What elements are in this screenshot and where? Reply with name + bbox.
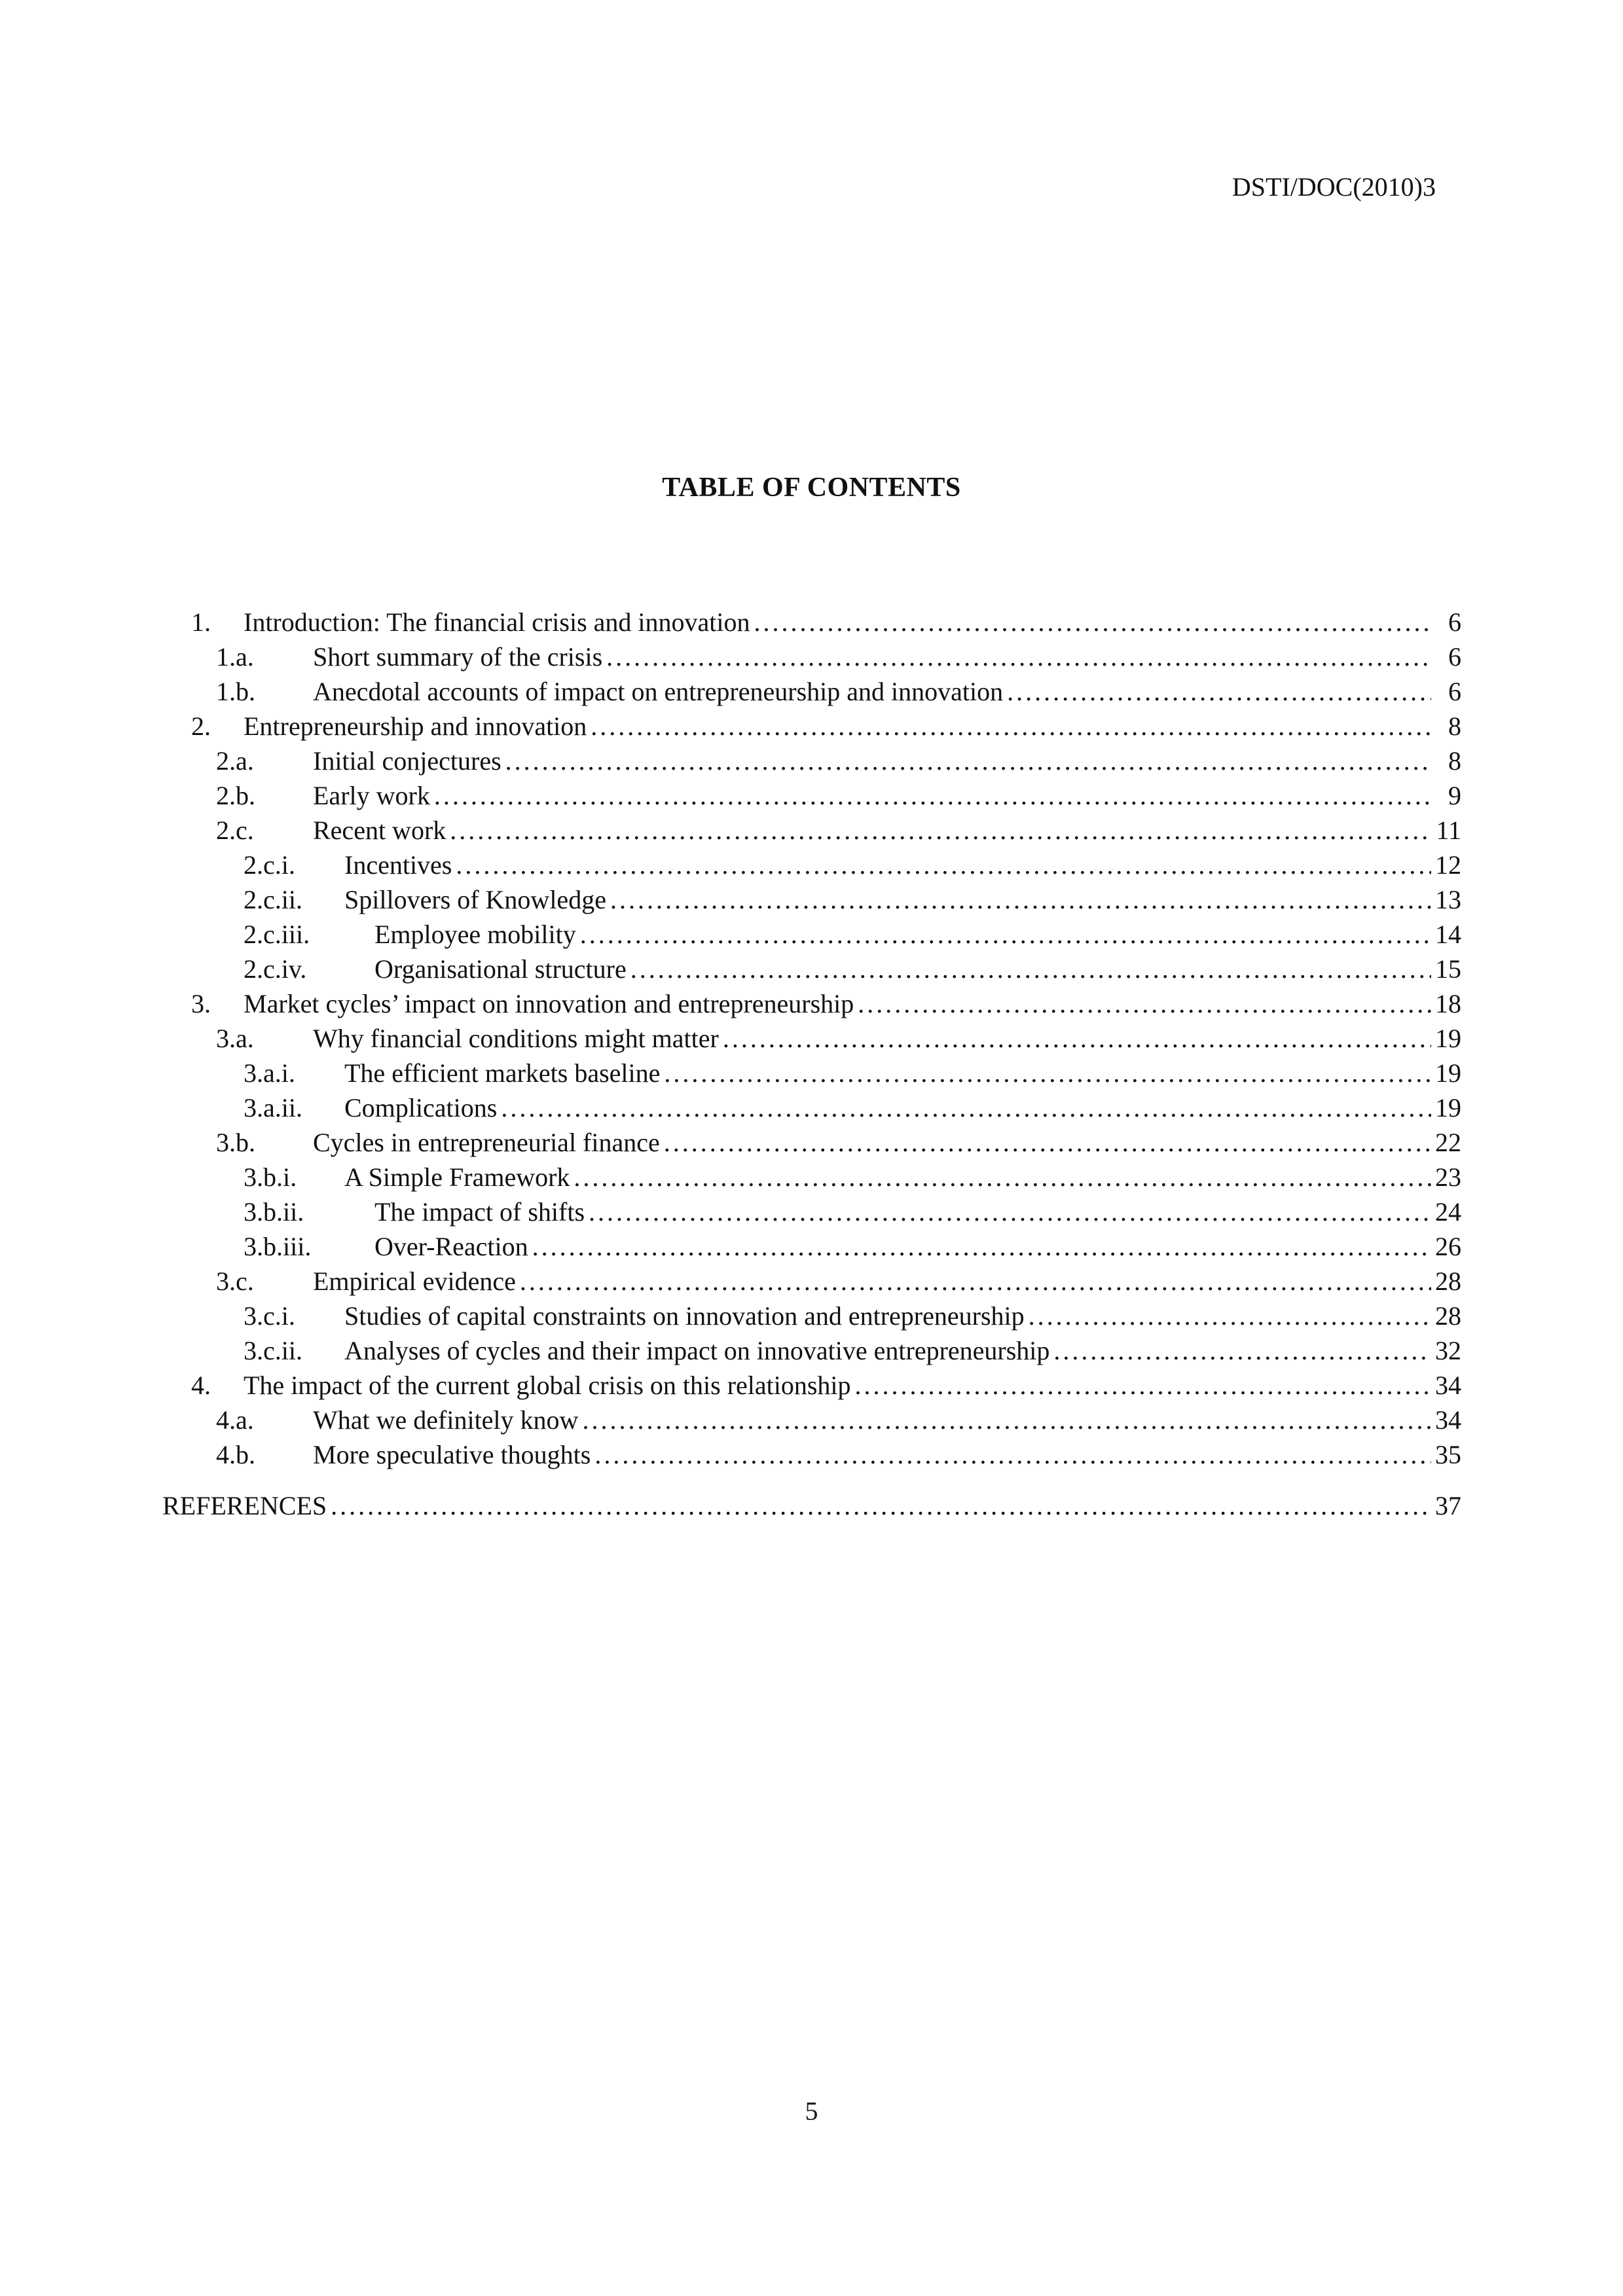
toc-entry-page: 19 — [1435, 1093, 1461, 1122]
toc-entry-title: The efficient markets baseline — [344, 1058, 661, 1088]
toc-entry-page: 23 — [1435, 1162, 1461, 1192]
toc-entry-page: 34 — [1435, 1405, 1461, 1435]
toc-entry[interactable] — [0, 778, 1623, 813]
dot-leader — [594, 1437, 1431, 1472]
toc-entry-title: Spillovers of Knowledge — [344, 885, 606, 914]
toc-entry-number: 2.c.ii. — [244, 885, 302, 914]
toc-entry-number: 3.b.ii. — [244, 1197, 304, 1227]
dot-leader — [532, 1229, 1431, 1264]
dot-leader — [505, 744, 1431, 778]
toc-entry[interactable] — [0, 1021, 1623, 1056]
toc-entry-page: 18 — [1435, 989, 1461, 1018]
toc-entry-page: 6 — [1448, 642, 1461, 672]
toc-entry-page: 11 — [1436, 816, 1461, 845]
toc-entry-title: Introduction: The financial crisis and innovation — [244, 607, 750, 637]
document-code: DSTI/DOC(2010)3 — [1231, 172, 1436, 202]
dot-leader — [520, 1264, 1431, 1299]
toc-entry-title: REFERENCES — [162, 1491, 327, 1520]
toc-entry[interactable] — [0, 1333, 1623, 1368]
dot-leader — [855, 1368, 1431, 1403]
dot-leader — [723, 1021, 1431, 1056]
toc-entry[interactable] — [0, 1229, 1623, 1264]
toc-entry-title: Empirical evidence — [313, 1266, 516, 1296]
toc-entry-title: What we definitely know — [313, 1405, 579, 1435]
toc-entry[interactable] — [0, 986, 1623, 1021]
toc-entry[interactable] — [0, 1299, 1623, 1333]
toc-entry-title: Initial conjectures — [313, 746, 501, 776]
toc-entry-page: 8 — [1448, 711, 1461, 741]
toc-entry-title: Why financial conditions might matter — [313, 1024, 719, 1053]
toc-entry[interactable] — [0, 1194, 1623, 1229]
dot-leader — [589, 1194, 1431, 1229]
toc-heading: TABLE OF CONTENTS — [662, 473, 961, 503]
toc-entry-number: 3.a.i. — [244, 1058, 295, 1088]
toc-entry-number: 2.c.iii. — [244, 920, 310, 949]
dot-leader — [610, 882, 1431, 917]
toc-entry-title: Incentives — [344, 850, 452, 880]
toc-entry[interactable] — [0, 1056, 1623, 1090]
dot-leader — [1007, 674, 1431, 709]
toc-entry[interactable] — [0, 1403, 1623, 1437]
toc-entry-title: Analyses of cycles and their impact on innovative entrepreneurship — [344, 1336, 1050, 1365]
toc-entry-number: 3.a.ii. — [244, 1093, 302, 1122]
toc-entry-number: 4. — [191, 1371, 211, 1400]
toc-entry-title: Anecdotal accounts of impact on entrepreneurship and innovation — [313, 677, 1004, 706]
toc-entry-page: 32 — [1435, 1336, 1461, 1365]
toc-entry-page: 8 — [1448, 746, 1461, 776]
toc-entry[interactable] — [0, 674, 1623, 709]
toc-entry-page: 14 — [1435, 920, 1461, 949]
dot-leader — [1053, 1333, 1431, 1368]
toc-entry-page: 34 — [1435, 1371, 1461, 1400]
toc-entry-title: Early work — [313, 781, 430, 810]
toc-entry-page: 19 — [1435, 1058, 1461, 1088]
dot-leader — [664, 1125, 1431, 1160]
dot-leader — [434, 778, 1431, 813]
toc-entry-number: 1.b. — [216, 677, 255, 706]
toc-entry-page: 35 — [1435, 1440, 1461, 1469]
toc-entry[interactable] — [0, 744, 1623, 778]
toc-entry[interactable] — [0, 1437, 1623, 1472]
toc-entry-title: Organisational structure — [374, 954, 627, 984]
toc-entry-title: Short summary of the crisis — [313, 642, 603, 672]
toc-entry-page: 28 — [1435, 1301, 1461, 1331]
toc-entry-title: A Simple Framework — [344, 1162, 570, 1192]
toc-entry-title: Employee mobility — [374, 920, 576, 949]
toc-entry-title: Studies of capital constraints on innovation and entrepreneurship — [344, 1301, 1025, 1331]
toc-entry-page: 22 — [1435, 1128, 1461, 1157]
dot-leader — [501, 1090, 1431, 1125]
toc-entry-page: 6 — [1448, 677, 1461, 706]
dot-leader — [456, 848, 1431, 882]
dot-leader — [450, 813, 1431, 848]
page-number: 5 — [805, 2096, 818, 2126]
toc-entry-title: The impact of the current global crisis on this relationship — [244, 1371, 851, 1400]
toc-entry-page: 9 — [1448, 781, 1461, 810]
toc-entry-number: 1.a. — [216, 642, 254, 672]
toc-entry[interactable] — [0, 1090, 1623, 1125]
toc-entry-page: 15 — [1435, 954, 1461, 984]
toc-entry-title: Cycles in entrepreneurial finance — [313, 1128, 660, 1157]
toc-entry-number: 2.a. — [216, 746, 254, 776]
toc-entry-number: 3.c. — [216, 1266, 254, 1296]
toc-entry[interactable] — [0, 709, 1623, 744]
toc-entry-page: 12 — [1435, 850, 1461, 880]
toc-entry-number: 3.a. — [216, 1024, 254, 1053]
toc-entry-title: Recent work — [313, 816, 447, 845]
toc-entry-title: Over-Reaction — [374, 1232, 528, 1261]
toc-entry-number: 2.b. — [216, 781, 255, 810]
toc-entry-number: 1. — [191, 607, 211, 637]
toc-entry-page: 6 — [1448, 607, 1461, 637]
toc-entry-number: 3.b. — [216, 1128, 255, 1157]
dot-leader — [580, 917, 1431, 952]
toc-entry[interactable] — [0, 813, 1623, 848]
toc-entry-number: 2.c. — [216, 816, 254, 845]
toc-entry-page: 37 — [1435, 1491, 1461, 1520]
toc-entry-number: 2. — [191, 711, 211, 741]
toc-entry-title: Complications — [344, 1093, 498, 1122]
toc-entry-title: More speculative thoughts — [313, 1440, 591, 1469]
toc-entry[interactable] — [0, 1368, 1623, 1403]
toc-entry-references[interactable] — [0, 1488, 1623, 1523]
toc-entry[interactable] — [0, 1125, 1623, 1160]
dot-leader — [754, 605, 1431, 639]
toc-entry-page: 28 — [1435, 1266, 1461, 1296]
toc-entry-page: 24 — [1435, 1197, 1461, 1227]
toc-entry-number: 3.b.i. — [244, 1162, 297, 1192]
dot-leader — [591, 709, 1431, 744]
toc-entry-number: 3.b.iii. — [244, 1232, 312, 1261]
toc-entry[interactable] — [0, 1264, 1623, 1299]
toc-entry-number: 4.b. — [216, 1440, 255, 1469]
dot-leader — [858, 986, 1431, 1021]
toc-entry-number: 4.a. — [216, 1405, 254, 1435]
toc-entry-page: 26 — [1435, 1232, 1461, 1261]
toc-entry-number: 3.c.i. — [244, 1301, 295, 1331]
toc-entry-number: 3.c.ii. — [244, 1336, 302, 1365]
toc-entry-page: 13 — [1435, 885, 1461, 914]
toc-entry[interactable] — [0, 917, 1623, 952]
dot-leader — [630, 952, 1431, 986]
toc-entry[interactable] — [0, 1160, 1623, 1194]
dot-leader — [331, 1488, 1431, 1523]
dot-leader — [1029, 1299, 1431, 1333]
dot-leader — [664, 1056, 1431, 1090]
toc-entry-number: 2.c.iv. — [244, 954, 307, 984]
toc-entry-number: 3. — [191, 989, 211, 1018]
dot-leader — [574, 1160, 1431, 1194]
toc-entry-title: The impact of shifts — [374, 1197, 585, 1227]
toc-entry[interactable] — [0, 882, 1623, 917]
toc-entry-title: Entrepreneurship and innovation — [244, 711, 587, 741]
toc-entry[interactable] — [0, 605, 1623, 639]
dot-leader — [582, 1403, 1431, 1437]
toc-entry[interactable] — [0, 952, 1623, 986]
toc-entry[interactable] — [0, 848, 1623, 882]
toc-entry-number: 2.c.i. — [244, 850, 295, 880]
dot-leader — [606, 639, 1431, 674]
toc-entry[interactable] — [0, 639, 1623, 674]
toc-entry-title: Market cycles’ impact on innovation and entrepreneurship — [244, 989, 854, 1018]
toc-entry-page: 19 — [1435, 1024, 1461, 1053]
